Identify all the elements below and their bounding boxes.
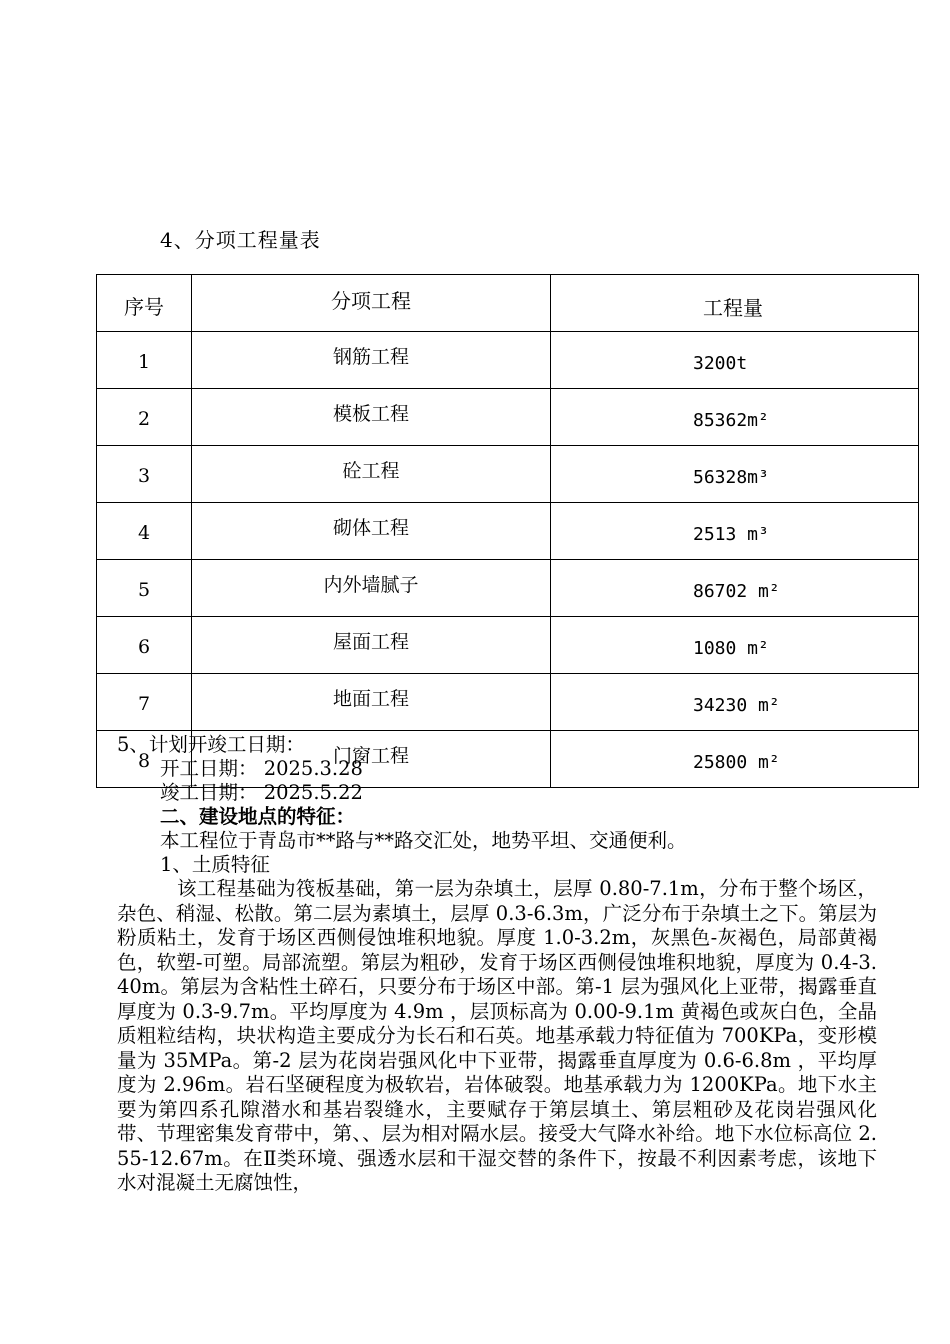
site-location-text: 本工程位于青岛市**路与**路交汇处，地势平坦、交通便利。 [160,829,687,852]
header-item: 分项工程 [192,275,551,332]
row-no: 4 [97,503,192,560]
row-no: 5 [97,560,192,617]
table-row [97,389,919,446]
row-item: 门窗工程 [192,731,551,788]
table-row [97,617,919,674]
row-no: 2 [97,389,192,446]
table-row [97,446,919,503]
row-quantity: 2513 m³ [551,503,919,560]
row-quantity: 1080 m² [551,617,919,674]
header-quantity: 工程量 [551,275,919,332]
row-item: 内外墙腻子 [192,560,551,617]
row-item: 砼工程 [192,446,551,503]
row-quantity: 3200t [551,332,919,389]
section-title-quantity-table: 4、分项工程量表 [160,228,321,252]
end-date: 竣工日期： 2025.5.22 [160,781,363,804]
row-quantity: 85362m² [551,389,919,446]
row-item: 模板工程 [192,389,551,446]
section-title-schedule: 5、计划开竣工日期： [117,733,305,756]
table-row [97,503,919,560]
soil-description-paragraph: 该工程基础为筏板基础，第一层为杂填土，层厚 0.80-7.1m，分布于整个场区，杂色、稍湿、松散。第二层为素填土，层厚 0.3-6.3m，广泛分布于杂填土之下。第层为粉质粘土，发育于场区西侧侵蚀堆积地貌。厚度 1.0-3.2m，灰黑色-灰褐色，局部黄褐色，软塑-可塑。局部流塑。第层为粗砂，发育于场区西侧侵蚀堆积地貌，厚度为 0.4-3.40m。第层为含粘性土碎石，只要分布于场区中部。第-1 层为强风化上亚带，揭露垂直厚度为 0.3-9.7m。平均厚度为 4.9m ，层顶标高为 0.00-9.1m 黄褐色或灰白色，全晶质粗粒结构，块状构造主要成分为长石和石英。地基承载力特征值为 700KPa，变形模量为 35MPa。第-2 层为花岗岩强风化中下亚带，揭露垂直厚度为 0.6-6.8m ，平均厚度为 2.96m。岩石坚硬程度为极软岩，岩体破裂。地基承载力为 1200KPa。地下水主要为第四系孔隙潜水和基岩裂缝水，主要赋存于第层填土、第层粗砂及花岗岩强风化带、节理密集发育带中，第、、层为相对隔水层。接受大气降水补给。地下水位标高位 2.55-12.67m。在Ⅱ类环境、强透水层和干湿交替的条件下，按最不利因素考虑，该地下水对混凝土无腐蚀性， [117,877,877,1194]
table-header-row [97,275,919,332]
soil-section-title: 1、土质特征 [160,853,270,876]
row-quantity: 34230 m² [551,674,919,731]
row-item: 屋面工程 [192,617,551,674]
row-item: 砌体工程 [192,503,551,560]
row-no: 8 [97,731,192,788]
row-quantity: 25800 m² [551,731,919,788]
row-no: 6 [97,617,192,674]
table-row [97,560,919,617]
row-no: 3 [97,446,192,503]
start-date: 开工日期： 2025.3.28 [160,757,363,780]
table-row [97,332,919,389]
row-no: 1 [97,332,192,389]
quantity-table [96,274,919,788]
table-row [97,674,919,731]
row-quantity: 56328m³ [551,446,919,503]
section-heading-site-features: 二、建设地点的特征： [160,805,356,828]
row-quantity: 86702 m² [551,560,919,617]
row-no: 7 [97,674,192,731]
row-item: 地面工程 [192,674,551,731]
row-item: 钢筋工程 [192,332,551,389]
header-no: 序号 [97,275,192,332]
